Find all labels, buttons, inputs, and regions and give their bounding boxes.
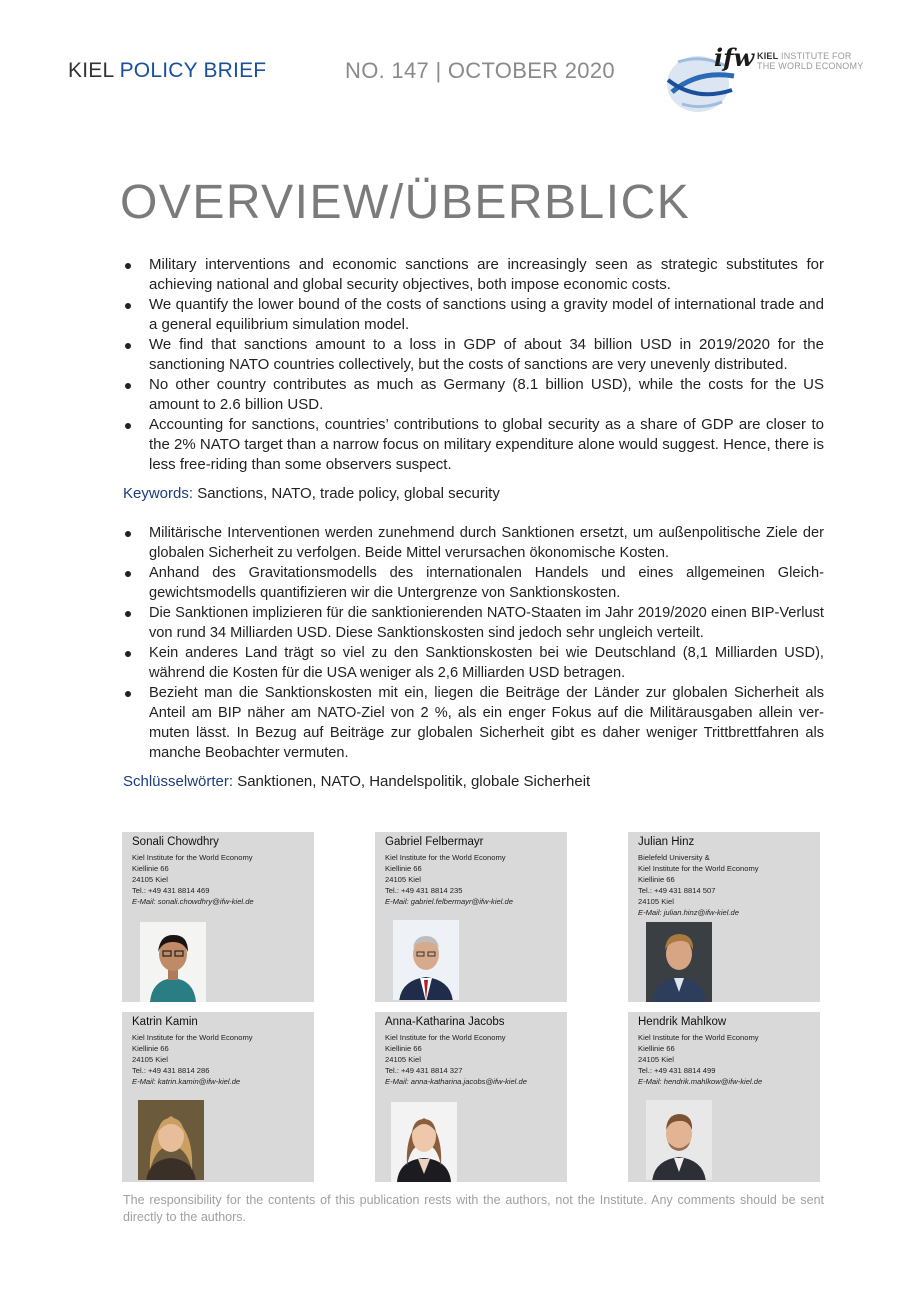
logo-text — [757, 51, 863, 71]
ifw-logo — [662, 40, 892, 116]
author-card-jacobs — [375, 1012, 567, 1182]
author-affiliation-2: Kiel Institute for the World Economy — [638, 864, 759, 873]
page-header — [0, 0, 920, 130]
author-city: 24105 Kiel — [132, 1055, 168, 1064]
author-contact — [132, 852, 254, 907]
author-contact — [385, 1032, 527, 1087]
author-name: Anna-Katharina Jacobs — [385, 1016, 505, 1028]
logo-line1-rest: INSTITUTE FOR — [778, 51, 852, 61]
author-contact — [638, 1032, 762, 1087]
author-phone: Tel.: +49 431 8814 469 — [132, 886, 210, 895]
author-name: Sonali Chowdhry — [132, 836, 219, 848]
author-street: Kiellinie 66 — [132, 1044, 169, 1053]
author-email: E-Mail: gabriel.felbermayr@ifw-kiel.de — [385, 897, 513, 906]
globe-logo-icon — [662, 40, 762, 116]
author-email: E-Mail: sonali.chowdhry@ifw-kiel.de — [132, 897, 254, 906]
author-city: 24105 Kiel — [385, 875, 421, 884]
logo-line1-bold: KIEL — [757, 51, 779, 61]
author-photo — [138, 1100, 204, 1180]
author-city: 24105 Kiel — [385, 1055, 421, 1064]
author-name: Julian Hinz — [638, 836, 695, 848]
author-affiliation: Kiel Institute for the World Economy — [385, 1033, 506, 1042]
author-photo — [393, 920, 459, 1000]
author-street: Kiellinie 66 — [638, 875, 675, 884]
author-city: 24105 Kiel — [638, 897, 674, 906]
english-summary — [123, 255, 824, 504]
german-keywords — [123, 772, 824, 792]
author-card-hinz — [628, 832, 820, 1002]
author-contact — [132, 1032, 253, 1087]
list-item: Military interventions and economic sanctions are increasingly seen as strategic substitutes for achieving national and global security objectives, both impose economic costs. — [123, 255, 824, 295]
logo-line2: THE WORLD ECONOMY — [757, 61, 864, 71]
author-photo — [140, 922, 206, 1002]
author-affiliation: Kiel Institute for the World Economy — [132, 1033, 253, 1042]
author-email: E-Mail: hendrik.mahlkow@ifw-kiel.de — [638, 1077, 763, 1086]
author-name: Katrin Kamin — [132, 1016, 198, 1028]
keywords-label: Schlüsselwörter: — [123, 773, 234, 790]
author-phone: Tel.: +49 431 8814 327 — [385, 1066, 463, 1075]
author-card-kamin — [122, 1012, 314, 1182]
author-affiliation: Kiel Institute for the World Economy — [638, 1033, 759, 1042]
author-affiliation: Bielefeld University & — [638, 853, 710, 862]
keywords-text: Sanctions, NATO, trade policy, global security — [193, 485, 500, 502]
author-card-felbermayr — [375, 832, 567, 1002]
page-title: OVERVIEW/ÜBERBLICK — [120, 176, 691, 229]
author-street: Kiellinie 66 — [132, 864, 169, 873]
author-phone: Tel.: +49 431 8814 235 — [385, 886, 463, 895]
author-phone: Tel.: +49 431 8814 507 — [638, 886, 716, 895]
author-city: 24105 Kiel — [638, 1055, 674, 1064]
keywords-label: Keywords: — [123, 485, 194, 502]
logo-mark: ifw — [714, 43, 755, 72]
author-email: E-Mail: julian.hinz@ifw-kiel.de — [638, 908, 739, 917]
author-email: E-Mail: katrin.kamin@ifw-kiel.de — [132, 1077, 241, 1086]
series-name-part2: POLICY BRIEF — [119, 59, 267, 82]
author-street: Kiellinie 66 — [385, 1044, 422, 1053]
disclaimer: The responsibility for the contents of this publication rests with the authors, not the Institute. Any comments should be sent directly to the authors. — [123, 1193, 824, 1224]
author-street: Kiellinie 66 — [385, 864, 422, 873]
author-affiliation: Kiel Institute for the World Economy — [132, 853, 253, 862]
english-bullet-list — [123, 255, 824, 475]
author-card-mahlkow — [628, 1012, 820, 1182]
list-item: Kein anderes Land trägt so viel zu den Sanktionskosten bei wie Deutschland (8,1 Milliarden USD), während die Kosten für die USA weniger als 2,6 Milliarden USD betragen. — [123, 643, 824, 683]
author-street: Kiellinie 66 — [638, 1044, 675, 1053]
series-name — [68, 59, 266, 83]
author-phone: Tel.: +49 431 8814 286 — [132, 1066, 210, 1075]
author-city: 24105 Kiel — [132, 875, 168, 884]
author-photo — [391, 1102, 457, 1182]
english-keywords — [123, 484, 824, 504]
author-contact — [638, 852, 759, 918]
keywords-text: Sanktionen, NATO, Handelspolitik, globale Sicherheit — [233, 773, 591, 790]
list-item: Accounting for sanctions, countries’ contributions to global security as a share of GDP are closer to the 2% NATO target than a narrow focus on military expenditure alone would suggest. Hence, there is less free-riding than some observers suspect. — [123, 415, 824, 475]
list-item: Die Sanktionen implizieren für die sanktionierenden NATO-Staaten im Jahr 2019/2020 einen BIP-Verlust von rund 34 Milliarden USD. Diese Sanktionskosten sind jedoch sehr ungleich verteilt. — [123, 603, 824, 643]
author-contact — [385, 852, 513, 907]
german-summary — [123, 523, 824, 792]
german-bullet-list — [123, 523, 824, 763]
author-photo — [646, 1100, 712, 1180]
list-item: Militärische Interventionen werden zunehmend durch Sanktionen ersetzt, um außenpolitische Ziele der globalen Sicherheit zu verfolgen. Beide Mittel verursachen ökonomische Kosten. — [123, 523, 824, 563]
list-item: No other country contributes as much as Germany (8.1 billion USD), while the costs for the US amount to 2.6 billion USD. — [123, 375, 824, 415]
author-affiliation: Kiel Institute for the World Economy — [385, 853, 506, 862]
author-name: Hendrik Mahlkow — [638, 1016, 727, 1028]
author-phone: Tel.: +49 431 8814 499 — [638, 1066, 716, 1075]
author-photo — [646, 922, 712, 1002]
author-name: Gabriel Felbermayr — [385, 836, 484, 848]
author-cards — [122, 832, 822, 1182]
author-card-chowdhry — [122, 832, 314, 1002]
list-item: Bezieht man die Sanktionskosten mit ein, liegen die Beiträge der Länder zur globalen Sicherheit als Anteil am BIP näher am NATO-Ziel von 2 %, als ein enger Fokus auf die Militärausgaben allein ver-muten lässt. In Bezug auf Beiträge zur globalen Sicherheit gibt es daher weniger Trittbrettfahren als manche Beobachter vermuten. — [123, 683, 824, 763]
author-email: E-Mail: anna-katharina.jacobs@ifw-kiel.de — [385, 1077, 527, 1086]
list-item: We quantify the lower bound of the costs of sanctions using a gravity model of international trade and a general equilibrium simulation model. — [123, 295, 824, 335]
list-item: Anhand des Gravitationsmodells des internationalen Handels und eines allgemeinen Gleich-gewichtsmodells quantifizieren wir die Untergrenze von Sanktionskosten. — [123, 563, 824, 603]
list-item: We find that sanctions amount to a loss in GDP of about 34 billion USD in 2019/2020 for the sanctioning NATO countries collectively, but the costs of sanctions are very unevenly distributed. — [123, 335, 824, 375]
series-name-part1: KIEL — [68, 59, 120, 82]
issue-number: NO. 147 | OCTOBER 2020 — [345, 58, 615, 83]
